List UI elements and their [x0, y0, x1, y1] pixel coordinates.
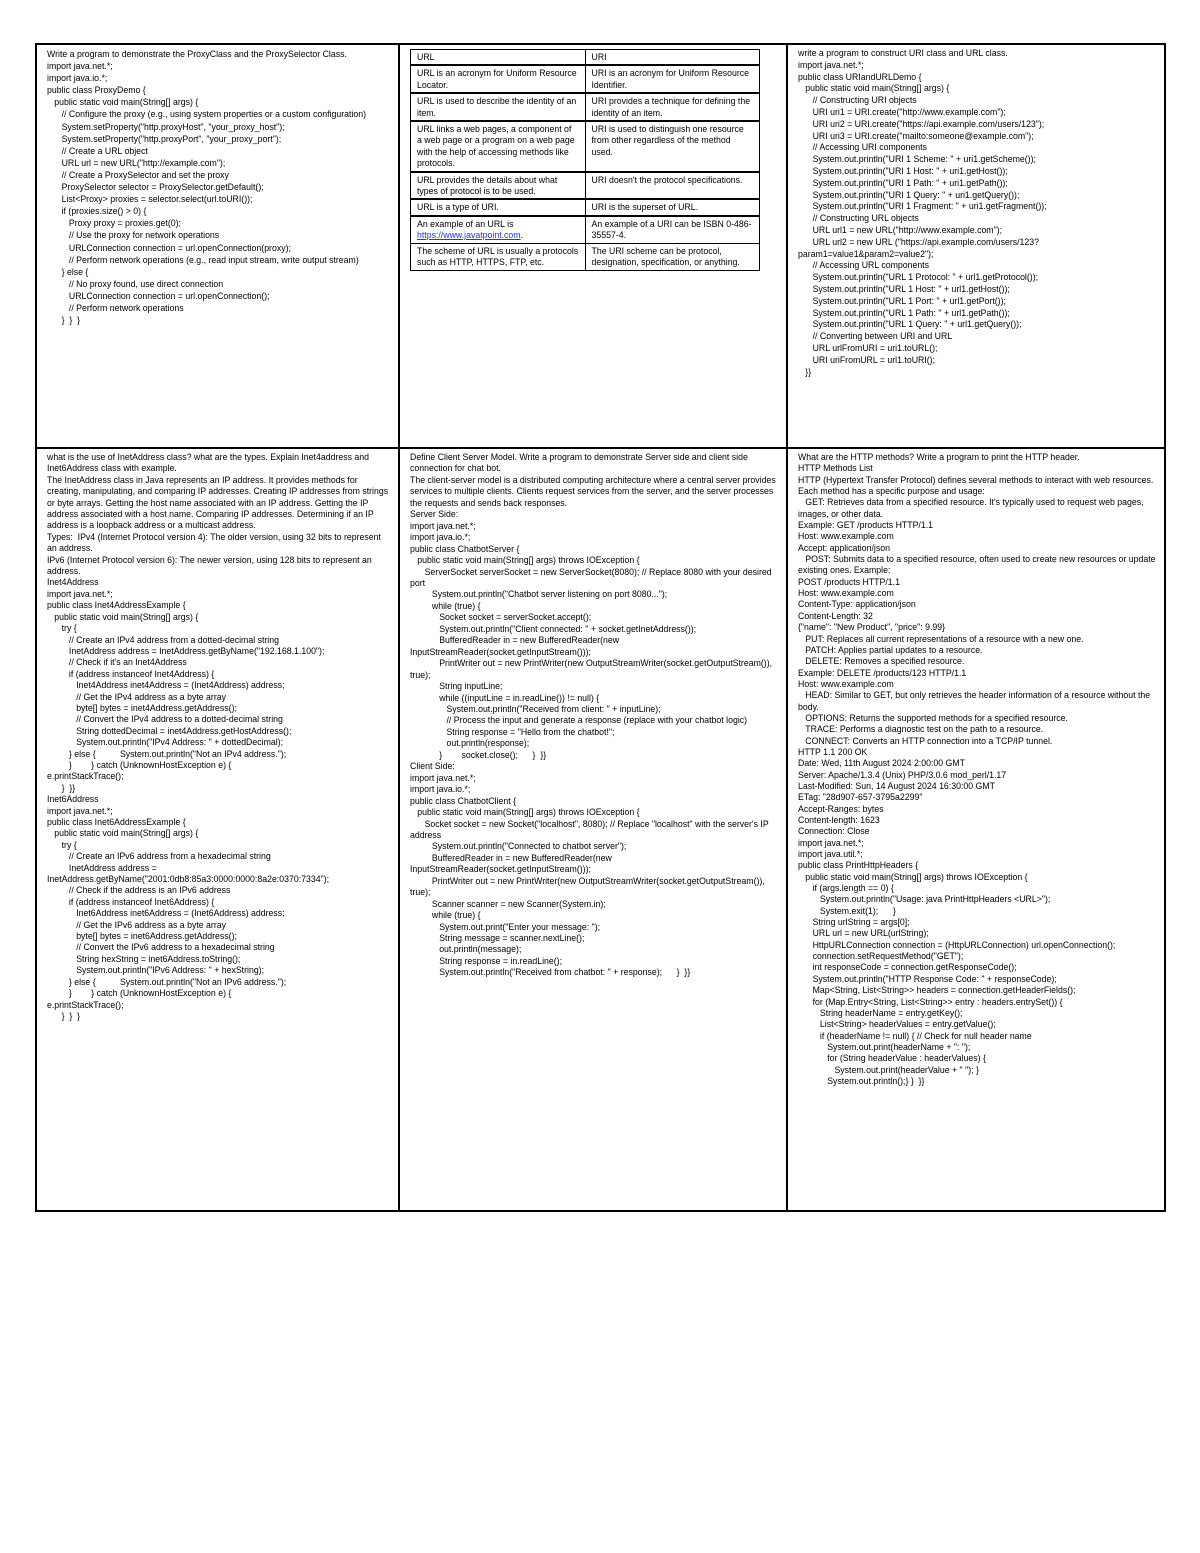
text-line: Socket socket = serverSocket.accept();	[410, 612, 592, 623]
text-line: DELETE: Removes a specified resource.	[798, 656, 965, 667]
text-line: PATCH: Applies partial updates to a resource.	[798, 644, 983, 655]
text-line: // Accessing URI components	[798, 142, 927, 153]
text-line: Map<String, List<String>> headers = connection.getHeaderFields();	[798, 985, 1076, 996]
text-line: public class Inet6AddressExample {	[47, 817, 186, 827]
text-line: System.out.print(headerValue + " "); }	[798, 1064, 979, 1075]
text-line: System.out.println("URI 1 Fragment: " + uri1.getFragment());	[798, 201, 1047, 212]
text-line: e.printStackTrace();	[47, 999, 124, 1010]
text-line: Define Client Server Model. Write a program to demonstrate Server side and client side connection for chat bot.	[410, 452, 751, 474]
cell-proxy-demo	[37, 45, 400, 449]
text-line: Connection: Close	[798, 826, 870, 837]
text-line: public static void main(String[] args) throws IOException {	[410, 555, 640, 566]
text-line: System.setProperty("http.proxyHost", "your_proxy_host");	[47, 121, 285, 132]
url-cell: URL provides the details about what types of protocol is to be used.	[411, 172, 586, 200]
uri-cell: URI doesn't the protocol specifications.	[585, 172, 760, 200]
text-line: String response = "Hello from the chatbot!";	[410, 726, 615, 737]
text-line: } else { System.out.println("Not an IPv4 address.");	[47, 748, 287, 759]
table-row	[411, 199, 760, 215]
cell-http-methods	[788, 449, 1164, 1210]
text-line: if (headerName != null) { // Check for null header name	[798, 1030, 1032, 1041]
text-line: TRACE: Performs a diagnostic test on the path to a resource.	[798, 724, 1044, 735]
text-line: HTTP 1.1 200 OK	[798, 746, 868, 757]
text-line: Content-length: 1623	[798, 815, 880, 825]
text-line: for (Map.Entry<String, List<String>> entry : headers.entrySet()) {	[798, 996, 1063, 1007]
text-line: import java.io.*;	[47, 73, 108, 84]
text-line: out.println(message);	[410, 944, 522, 955]
text-line: Types: IPv4 (Internet Protocol version 4): The older version, using 32 bits to represent an address.	[47, 531, 384, 554]
text-line: ETag: "28d907-657-3795a2299"	[798, 792, 923, 803]
text-line: Scanner scanner = new Scanner(System.in);	[410, 898, 606, 909]
url-cell: URL is used to describe the identity of an item.	[411, 93, 586, 121]
text-line: System.out.println("URL 1 Port: " + url1.getPort());	[798, 295, 1006, 306]
text-line: POST: Submits data to a specified resource, often used to create new resources or update existing ones. Example:	[798, 554, 1158, 576]
text-line: What are the HTTP methods? Write a program to print the HTTP header.	[798, 452, 1080, 462]
text-line: URI uri1 = URI.create("http://www.example.com");	[798, 106, 1006, 117]
text-line: BufferedReader in = new BufferedReader(new InputStreamReader(socket.getInputStream()));	[410, 852, 615, 875]
text-line: Client Side:	[410, 761, 455, 772]
text-line: System.out.print("Enter your message: ");	[410, 921, 601, 932]
text-line: import java.io.*;	[410, 784, 471, 795]
text-line: } } }	[47, 1010, 81, 1021]
text-line: ProxySelector selector = ProxySelector.getDefault();	[47, 182, 264, 193]
text-line: public class PrintHttpHeaders {	[798, 860, 919, 871]
text-line: byte[] bytes = inet4Address.getAddress();	[47, 702, 237, 713]
text-line: public static void main(String[] args) {	[47, 828, 199, 839]
text-line: for (String headerValue : headerValues) {	[798, 1053, 986, 1064]
text-line: import java.net.*;	[47, 805, 113, 816]
text-line: public static void main(String[] args) throws IOException {	[410, 807, 640, 818]
text-line: out.println(response);	[410, 738, 530, 749]
text-line: GET: Retrieves data from a specified resource. It's typically used to request web pages, images, or other data.	[798, 497, 1146, 519]
text-line: HTTP Methods List	[798, 463, 873, 474]
text-line: URL urlFromURI = uri1.toURL();	[798, 342, 938, 353]
text-line: Server Side:	[410, 509, 459, 520]
text-line: } }}	[47, 782, 76, 793]
text-line: Content-Type: application/json	[798, 599, 916, 610]
text-line: // Convert the IPv4 address to a dotted-decimal string	[47, 714, 283, 725]
text-line: } socket.close(); } }}	[410, 749, 547, 760]
text-line: URI uriFromURL = url1.toURI();	[798, 354, 936, 365]
text-line: Host: www.example.com	[798, 678, 894, 689]
text-line: try {	[47, 839, 77, 850]
url-cell: An example of an URL is https://www.javatpoint.com.	[411, 216, 586, 243]
text-line: what is the use of InetAddress class? what are the types. Explain Inet4address and Inet6Address class with example.	[47, 452, 372, 474]
text-line: // Use the proxy for network operations	[47, 230, 220, 241]
text-line: System.setProperty("http.proxyPort", "your_proxy_port");	[47, 133, 282, 144]
text-line: System.out.println();} } }}	[798, 1075, 925, 1086]
text-line: // Process the input and generate a response (replace with your chatbot logic)	[410, 715, 748, 726]
text-line: String message = scanner.nextLine();	[410, 933, 585, 944]
text-line: public class ChatbotServer {	[410, 543, 520, 554]
text-line: Inet6Address	[47, 794, 99, 805]
cell-inetaddress	[37, 449, 400, 1210]
text-line: System.out.println("URL 1 Path: " + url1.getPath());	[798, 307, 1010, 318]
text-line: URL url2 = new URL ("https://api.example.com/users/123?param1=value1&param2=value2");	[798, 236, 1040, 259]
text-line: // Get the IPv6 address as a byte array	[47, 919, 226, 930]
text-line: CONNECT: Converts an HTTP connection into a TCP/IP tunnel.	[798, 735, 1053, 746]
text-line: System.out.println("IPv4 Address: " + dottedDecimal);	[47, 737, 284, 748]
text-line: String response = in.readLine();	[410, 955, 562, 966]
text-line: System.out.println("URI 1 Path: " + uri1.getPath());	[798, 177, 1008, 188]
text-line: ServerSocket serverSocket = new ServerSocket(8080); // Replace 8080 with your desired port	[410, 566, 775, 588]
text-line: }}	[798, 366, 812, 377]
text-line: OPTIONS: Returns the supported methods for a specified resource.	[798, 712, 1068, 723]
text-line: PUT: Replaces all current representations of a resource with a new one.	[798, 633, 1084, 644]
text-line: int responseCode = connection.getResponseCode();	[798, 962, 1017, 973]
text-line: // Perform network operations (e.g., read input stream, write output stream)	[47, 254, 359, 265]
text-line: e.printStackTrace();	[47, 771, 124, 782]
text-line: } } catch (UnknownHostException e) {	[47, 759, 232, 770]
text-line: import java.net.*;	[47, 588, 113, 599]
text-line: } } catch (UnknownHostException e) {	[47, 988, 232, 999]
text-line: String urlString = args[0];	[798, 917, 910, 928]
text-line: // Converting between URI and URL	[798, 331, 953, 342]
text-line: System.out.println("Chatbot server listening on port 8080...");	[410, 589, 668, 600]
text-line: import java.io.*;	[410, 532, 471, 543]
uri-cell: URI is an acronym for Uniform Resource Identifier.	[585, 65, 760, 93]
text-line: URI uri3 = URI.create("mailto:someone@example.com");	[798, 130, 1034, 141]
text-line: // Create a URL object	[47, 145, 148, 156]
text-line: Socket socket = new Socket("localhost", 8080); // Replace "localhost" with the server's IP address	[410, 818, 771, 840]
text-line: System.out.println("Received from chatbot: " + response); } }}	[410, 967, 691, 978]
text-line: // Constructing URL objects	[798, 213, 919, 224]
text-line: // Convert the IPv6 address to a hexadecimal string	[47, 942, 275, 953]
text-line: System.out.println("URI 1 Host: " + uri1.getHost());	[798, 165, 1008, 176]
text-line: The client-server model is a distributed computing architecture where a central server provides services to multiple clients. Clients request services from the server, and the server processes the requests and sends back responses.	[410, 474, 779, 508]
text-line: // Configure the proxy (e.g., using system properties or a custom configuration)	[47, 109, 367, 120]
text-line: Write a program to demonstrate the ProxyClass and the ProxySelector Class.	[47, 49, 347, 59]
text-line: // No proxy found, use direct connection	[47, 278, 224, 289]
text-line: System.out.println("IPv6 Address: " + hexString);	[47, 965, 265, 976]
text-line: Example: DELETE /products/123 HTTP/1.1	[798, 667, 967, 678]
text-line: try {	[47, 623, 77, 634]
uri-cell: URI is used to distinguish one resource from other regardless of the method used.	[585, 121, 760, 172]
url-example-label: An example of an URL is	[417, 218, 514, 229]
text-line: IPv6 (Internet Protocol version 6): The newer version, using 128 bits to represent an address.	[47, 554, 375, 577]
text-line: // Create an IPv6 address from a hexadecimal string	[47, 851, 271, 862]
text-line: System.out.println("Connected to chatbot server");	[410, 841, 627, 852]
text-line: import java.net.*;	[798, 59, 864, 70]
text-line: connection.setRequestMethod("GET");	[798, 951, 964, 962]
text-line: The InetAddress class in Java represents an IP address. It provides methods for creating, manipulating, and comparing IP addresses. Creating IP addresses from strings or byte arrays. Getting the host name associated with an IP address. Getting the IP address associated with a host name. Comparing IP addresses. Determining if an IP address is a loopback address or a multicast address.	[47, 474, 391, 531]
text-line: System.exit(1); }	[798, 905, 896, 916]
text-line: System.out.println("URI 1 Scheme: " + uri1.getScheme());	[798, 154, 1036, 165]
text-line: public class ProxyDemo {	[47, 85, 146, 96]
text-line: HTTP (Hypertext Transfer Protocol) defines several methods to interact with web resources. Each method has a specific purpose and usage:	[798, 474, 1156, 497]
text-line: Example: GET /products HTTP/1.1	[798, 520, 934, 531]
text-line: public class URIandURLDemo {	[798, 71, 922, 82]
text-line: public static void main(String[] args) {	[47, 611, 199, 622]
notes-sheet	[35, 43, 1166, 1212]
text-line: String hexString = inet6Address.toString();	[47, 953, 241, 964]
text-line: System.out.println("URL 1 Query: " + url1.getQuery());	[798, 319, 1022, 330]
text-line: import java.net.*;	[47, 61, 113, 72]
text-line: import java.net.*;	[798, 837, 864, 848]
text-line: // Create an IPv4 address from a dotted-decimal string	[47, 634, 279, 645]
text-line: PrintWriter out = new PrintWriter(new OutputStreamWriter(socket.getOutputStream()), true);	[410, 875, 768, 898]
text-line: // Check if it's an Inet4Address	[47, 657, 187, 668]
text-line: public class Inet4AddressExample {	[47, 600, 186, 611]
text-line: } } }	[47, 315, 81, 326]
text-line: Host: www.example.com	[798, 531, 894, 542]
text-line: import java.util.*;	[798, 849, 863, 860]
header-url: URL	[411, 50, 586, 66]
text-line: if (proxies.size() > 0) {	[47, 206, 147, 217]
header-uri: URI	[585, 50, 760, 66]
text-line: // Constructing URI objects	[798, 95, 917, 106]
text-line: import java.net.*;	[410, 772, 476, 783]
text-line: Accept-Ranges: bytes	[798, 803, 884, 814]
text-line: public class ChatbotClient {	[410, 795, 517, 806]
text-line: Inet6Address inet6Address = (Inet6Address) address;	[47, 908, 285, 919]
text-line: import java.net.*;	[410, 520, 476, 531]
text-line: PrintWriter out = new PrintWriter(new OutputStreamWriter(socket.getOutputStream()), true);	[410, 658, 775, 680]
cell-client-server	[400, 449, 788, 1210]
text-line: Date: Wed, 11th August 2024 2:00:00 GMT	[798, 758, 966, 769]
text-line: Inet4Address inet4Address = (Inet4Address) address;	[47, 680, 285, 691]
text-line: System.out.println("Received from client: " + inputLine);	[410, 703, 661, 714]
text-line: Content-Length: 32	[798, 610, 873, 621]
table-row	[411, 243, 760, 270]
text-line: // Perform network operations	[47, 302, 184, 313]
text-line: String headerName = entry.getKey();	[798, 1007, 963, 1018]
table-row	[411, 216, 760, 243]
cell-url-uri-comparison	[400, 45, 788, 449]
text-line: // Create a ProxySelector and set the proxy	[47, 169, 229, 180]
uri-cell: The URI scheme can be protocol, designation, specification, or anything.	[585, 243, 760, 270]
text-line: } else { System.out.println("Not an IPv6 address.");	[47, 976, 287, 987]
text-line: public static void main(String[] args) {	[47, 97, 199, 108]
text-line: Host: www.example.com	[798, 588, 894, 599]
table-row	[411, 65, 760, 93]
text-line: URL url1 = new URL("http://www.example.com");	[798, 224, 1003, 235]
text-line: // Get the IPv4 address as a byte array	[47, 691, 226, 702]
text-line: Proxy proxy = proxies.get(0);	[47, 218, 181, 229]
text-line: HEAD: Similar to GET, but only retrieves the header information of a resource without the body.	[798, 690, 1153, 712]
text-line: // Accessing URL components	[798, 260, 929, 271]
text-line: Last-Modified: Sun, 14 August 2024 16:30:00 GMT	[798, 780, 995, 791]
text-line: POST /products HTTP/1.1	[798, 576, 900, 587]
text-line: System.out.println("HTTP Response Code: " + responseCode);	[798, 973, 1057, 984]
text-line: {"name": "New Product", "price": 9.99}	[798, 622, 946, 633]
text-line: System.out.println("URI 1 Query: " + uri1.getQuery());	[798, 189, 1020, 200]
text-line: InetAddress address = InetAddress.getByName("2001:0db8:85a3:0000:0000:8a2e:0370:7334");	[47, 862, 330, 885]
table-row	[411, 121, 760, 172]
text-line: HttpURLConnection connection = (HttpURLConnection) url.openConnection();	[798, 939, 1116, 950]
text-line: URI uri2 = URI.create("https://api.example.com/users/123");	[798, 118, 1045, 129]
uri-cell: URI provides a technique for defining the identity of an item.	[585, 93, 760, 121]
text-line: List<String> headerValues = entry.getValue();	[798, 1019, 996, 1030]
text-line: if (address instanceof Inet4Address) {	[47, 668, 215, 679]
text-line: Server: Apache/1.3.4 (Unix) PHP/3.0.6 mod_perl/1.17	[798, 769, 1007, 780]
text-line: System.out.println("Usage: java PrintHttpHeaders <URL>");	[798, 894, 1051, 905]
url-cell: URL is an acronym for Uniform Resource Locator.	[411, 65, 586, 93]
cell-uri-url-demo	[788, 45, 1164, 449]
table-row	[411, 93, 760, 121]
text-line: System.out.println("URL 1 Protocol: " + url1.getProtocol());	[798, 272, 1039, 283]
url-uri-table	[410, 49, 760, 271]
url-cell: URL links a web pages, a component of a web page or a program on a web page with the help of accessing methods like protocols.	[411, 121, 586, 172]
text-line: write a program to construct URI class and URL class.	[798, 48, 1008, 58]
uri-cell: URI is the superset of URL.	[585, 199, 760, 215]
url-cell: The scheme of URL is usually a protocols such as HTTP, HTTPS, FTP, etc.	[411, 243, 586, 270]
uri-cell: An example of a URI can be ISBN 0-486-35557-4.	[585, 216, 760, 243]
text-line: System.out.println("Client connected: " + socket.getInetAddress());	[410, 623, 697, 634]
text-line: BufferedReader in = new BufferedReader(new InputStreamReader(socket.getInputStream()));	[410, 635, 622, 657]
text-line: System.out.println("URL 1 Host: " + url1.getHost());	[798, 283, 1010, 294]
text-line: String inputLine;	[410, 681, 503, 692]
text-line: byte[] bytes = inet6Address.getAddress();	[47, 931, 237, 942]
text-line: InetAddress address = InetAddress.getByName("192.168.1.100");	[47, 645, 325, 656]
text-line: List<Proxy> proxies = selector.select(url.toURI());	[47, 194, 253, 205]
text-line: URL url = new URL(urlString);	[798, 928, 929, 939]
text-line: } else {	[47, 266, 89, 277]
text-line: Accept: application/json	[798, 542, 890, 553]
text-line: URL url = new URL("http://example.com");	[47, 157, 226, 168]
text-line: if (args.length == 0) {	[798, 883, 894, 894]
text-line: // Check if the address is an IPv6 address	[47, 885, 231, 896]
url-cell: URL is a type of URI.	[411, 199, 586, 215]
text-line: Inet4Address	[47, 577, 99, 588]
text-line: public static void main(String[] args) {	[798, 83, 950, 94]
text-line: String dottedDecimal = inet4Address.getHostAddress();	[47, 725, 292, 736]
text-line: while ((inputLine = in.readLine()) != null) {	[410, 692, 600, 703]
table-row	[411, 172, 760, 200]
javatpoint-link[interactable]: https://www.javatpoint.com	[417, 230, 521, 241]
text-line: URLConnection connection = url.openConnection(proxy);	[47, 242, 291, 253]
text-line: if (address instanceof Inet6Address) {	[47, 896, 215, 907]
text-line: public static void main(String[] args) throws IOException {	[798, 871, 1028, 882]
text-line: URLConnection connection = url.openConnection();	[47, 290, 270, 301]
text-line: System.out.print(headerName + ": ");	[798, 1041, 971, 1052]
text-line: while (true) {	[410, 910, 481, 921]
text-line: while (true) {	[410, 600, 481, 611]
